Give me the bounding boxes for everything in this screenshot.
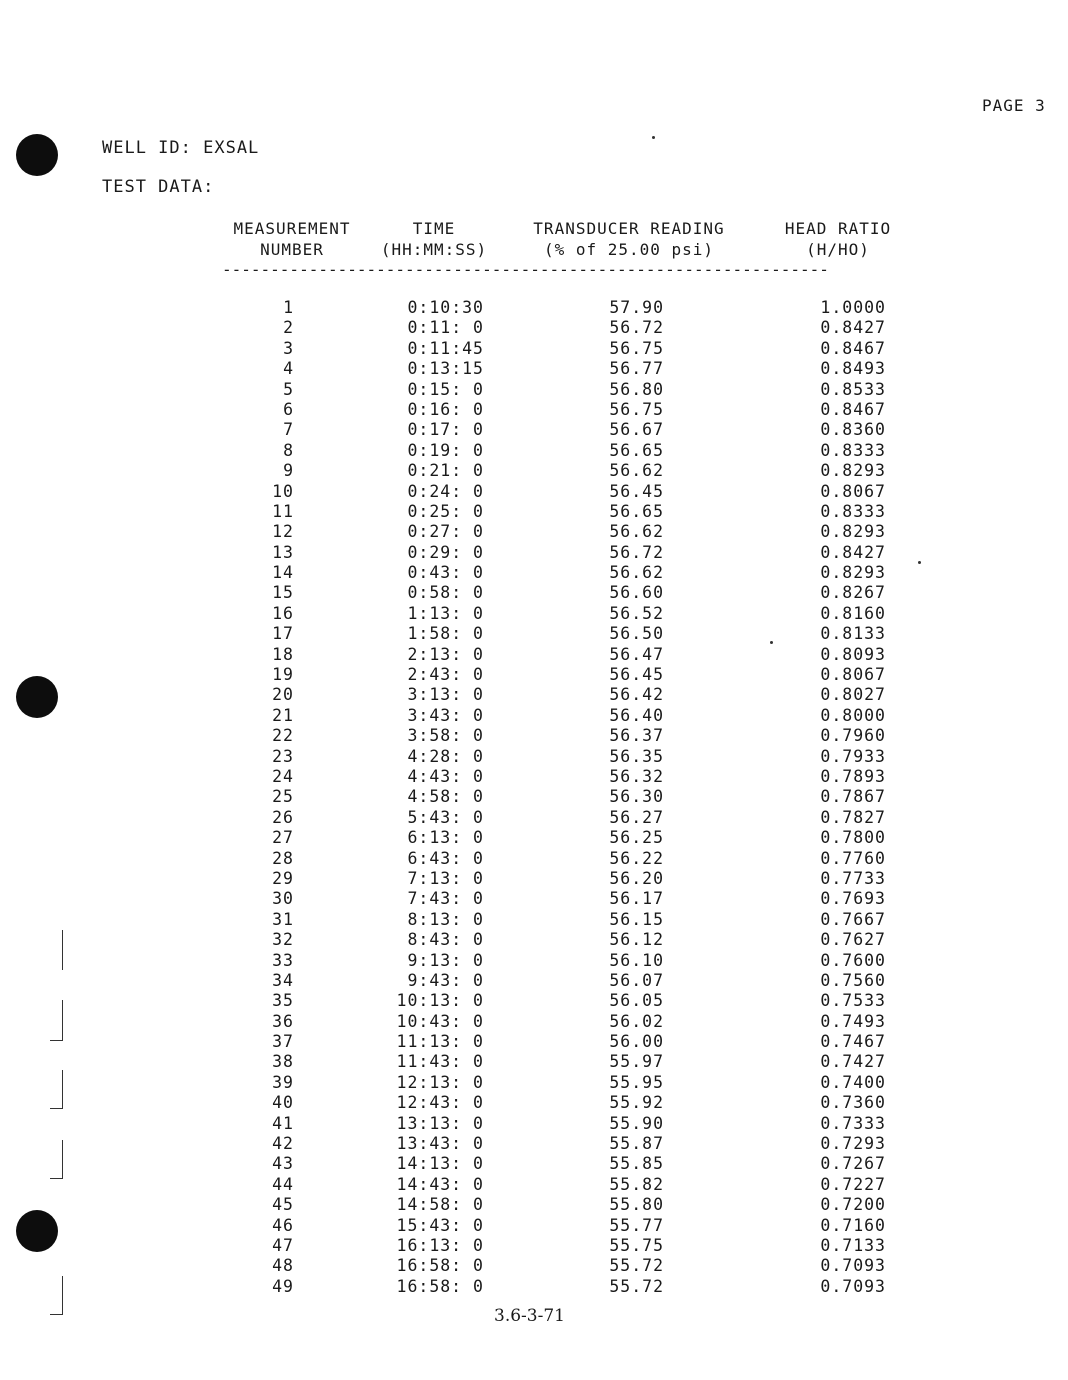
head-ratio: 0.7133 <box>820 1235 886 1255</box>
table-row <box>0 624 1068 644</box>
header-transducer-line1: TRANSDUCER READING <box>533 219 725 238</box>
head-ratio: 0.8533 <box>820 379 886 399</box>
table-row <box>0 1175 1068 1195</box>
measurement-number: 5 <box>283 379 294 399</box>
header-time-line1: TIME <box>412 219 456 238</box>
table-row <box>0 502 1068 522</box>
time-value: 0:58: 0 <box>407 583 484 603</box>
table-row <box>0 991 1068 1011</box>
time-value: 0:16: 0 <box>407 399 484 419</box>
transducer-reading: 56.17 <box>609 889 664 909</box>
head-ratio: 0.7293 <box>820 1134 886 1154</box>
time-value: 10:43: 0 <box>396 1011 484 1031</box>
measurement-number: 27 <box>272 828 294 848</box>
measurement-number: 16 <box>272 603 294 623</box>
transducer-reading: 55.72 <box>609 1256 664 1276</box>
measurement-number: 37 <box>272 1032 294 1052</box>
time-value: 11:13: 0 <box>396 1032 484 1052</box>
measurement-number: 42 <box>272 1134 294 1154</box>
time-value: 16:58: 0 <box>396 1276 484 1296</box>
head-ratio: 0.7493 <box>820 1011 886 1031</box>
transducer-reading: 56.15 <box>609 909 664 929</box>
measurement-number: 46 <box>272 1215 294 1235</box>
measurement-number: 2 <box>283 318 294 338</box>
measurement-number: 39 <box>272 1072 294 1092</box>
measurement-number: 43 <box>272 1154 294 1174</box>
time-value: 14:58: 0 <box>396 1195 484 1215</box>
time-value: 0:11: 0 <box>407 318 484 338</box>
head-ratio: 0.7893 <box>820 766 886 786</box>
table-row <box>0 1216 1068 1236</box>
measurement-number: 38 <box>272 1052 294 1072</box>
head-ratio: 0.7427 <box>820 1052 886 1072</box>
head-ratio: 0.7667 <box>820 909 886 929</box>
table-row <box>0 910 1068 930</box>
transducer-reading: 55.87 <box>609 1134 664 1154</box>
head-ratio: 0.7960 <box>820 726 886 746</box>
measurement-number: 8 <box>283 440 294 460</box>
measurement-number: 47 <box>272 1235 294 1255</box>
head-ratio: 0.7827 <box>820 807 886 827</box>
time-value: 11:43: 0 <box>396 1052 484 1072</box>
transducer-reading: 56.35 <box>609 746 664 766</box>
table-row <box>0 951 1068 971</box>
transducer-reading: 55.80 <box>609 1195 664 1215</box>
time-value: 1:13: 0 <box>407 603 484 623</box>
measurement-number: 35 <box>272 991 294 1011</box>
head-ratio: 0.8293 <box>820 563 886 583</box>
table-row <box>0 583 1068 603</box>
transducer-reading: 56.62 <box>609 563 664 583</box>
transducer-reading: 56.60 <box>609 583 664 603</box>
head-ratio: 0.8467 <box>820 399 886 419</box>
table-row <box>0 849 1068 869</box>
time-value: 0:27: 0 <box>407 522 484 542</box>
time-value: 15:43: 0 <box>396 1215 484 1235</box>
head-ratio: 0.8333 <box>820 501 886 521</box>
measurement-number: 23 <box>272 746 294 766</box>
table-row <box>0 400 1068 420</box>
head-ratio: 0.8133 <box>820 624 886 644</box>
head-ratio: 0.8333 <box>820 440 886 460</box>
table-row <box>0 747 1068 767</box>
table-row <box>0 1073 1068 1093</box>
header-head-ratio <box>770 218 906 260</box>
measurement-number: 28 <box>272 848 294 868</box>
table-row <box>0 604 1068 624</box>
transducer-reading: 55.82 <box>609 1174 664 1194</box>
measurement-number: 48 <box>272 1256 294 1276</box>
head-ratio: 0.7600 <box>820 950 886 970</box>
header-measurement-line2: NUMBER <box>260 240 324 259</box>
transducer-reading: 56.45 <box>609 665 664 685</box>
head-ratio: 0.8293 <box>820 461 886 481</box>
head-ratio: 0.8027 <box>820 685 886 705</box>
head-ratio: 0.8160 <box>820 603 886 623</box>
measurement-number: 21 <box>272 705 294 725</box>
transducer-reading: 56.10 <box>609 950 664 970</box>
table-row <box>0 1256 1068 1276</box>
table-row <box>0 869 1068 889</box>
transducer-reading: 56.00 <box>609 1032 664 1052</box>
measurement-number: 17 <box>272 624 294 644</box>
time-value: 4:43: 0 <box>407 766 484 786</box>
head-ratio: 0.8467 <box>820 338 886 358</box>
time-value: 4:28: 0 <box>407 746 484 766</box>
table-row <box>0 380 1068 400</box>
time-value: 2:13: 0 <box>407 644 484 664</box>
time-value: 5:43: 0 <box>407 807 484 827</box>
table-row <box>0 420 1068 440</box>
transducer-reading: 56.25 <box>609 828 664 848</box>
table-row <box>0 318 1068 338</box>
transducer-reading: 56.30 <box>609 787 664 807</box>
time-value: 0:25: 0 <box>407 501 484 521</box>
transducer-reading: 55.97 <box>609 1052 664 1072</box>
measurement-number: 9 <box>283 461 294 481</box>
time-value: 3:43: 0 <box>407 705 484 725</box>
table-row <box>0 1052 1068 1072</box>
transducer-reading: 56.07 <box>609 970 664 990</box>
head-ratio: 0.7267 <box>820 1154 886 1174</box>
measurement-number: 10 <box>272 481 294 501</box>
transducer-reading: 56.02 <box>609 1011 664 1031</box>
table-row <box>0 543 1068 563</box>
time-value: 0:13:15 <box>407 359 484 379</box>
transducer-reading: 56.52 <box>609 603 664 623</box>
time-value: 0:19: 0 <box>407 440 484 460</box>
table-row <box>0 1154 1068 1174</box>
transducer-reading: 57.90 <box>609 298 664 317</box>
header-time <box>370 218 498 260</box>
table-row <box>0 1093 1068 1113</box>
time-value: 0:10:30 <box>407 298 484 317</box>
transducer-reading: 56.65 <box>609 440 664 460</box>
head-ratio: 0.7760 <box>820 848 886 868</box>
table-row <box>0 808 1068 828</box>
transducer-reading: 55.72 <box>609 1276 664 1296</box>
measurement-number: 1 <box>283 298 294 317</box>
transducer-reading: 56.75 <box>609 338 664 358</box>
head-ratio: 0.7627 <box>820 930 886 950</box>
time-value: 16:13: 0 <box>396 1235 484 1255</box>
table-row <box>0 706 1068 726</box>
measurement-number: 29 <box>272 868 294 888</box>
time-value: 13:43: 0 <box>396 1134 484 1154</box>
header-measurement-line1: MEASUREMENT <box>233 219 351 238</box>
header-head-ratio-line2: (H/HO) <box>806 240 870 259</box>
time-value: 0:24: 0 <box>407 481 484 501</box>
transducer-reading: 56.05 <box>609 991 664 1011</box>
table-row <box>0 1114 1068 1134</box>
time-value: 0:15: 0 <box>407 379 484 399</box>
head-ratio: 0.8067 <box>820 481 886 501</box>
data-table <box>0 298 1068 1297</box>
time-value: 12:43: 0 <box>396 1093 484 1113</box>
measurement-number: 15 <box>272 583 294 603</box>
head-ratio: 0.7333 <box>820 1113 886 1133</box>
measurement-number: 20 <box>272 685 294 705</box>
transducer-reading: 56.67 <box>609 420 664 440</box>
head-ratio: 0.7467 <box>820 1032 886 1052</box>
header-head-ratio-line1: HEAD RATIO <box>784 219 892 238</box>
time-value: 3:58: 0 <box>407 726 484 746</box>
transducer-reading: 56.50 <box>609 624 664 644</box>
measurement-number: 49 <box>272 1276 294 1296</box>
measurement-number: 14 <box>272 563 294 583</box>
head-ratio: 0.8000 <box>820 705 886 725</box>
table-row <box>0 1277 1068 1297</box>
well-id: WELL ID: EXSAL <box>102 138 260 158</box>
transducer-reading: 56.37 <box>609 726 664 746</box>
page-footer: 3.6-3-71 <box>494 1306 565 1326</box>
head-ratio: 1.0000 <box>820 298 886 317</box>
measurement-number: 24 <box>272 766 294 786</box>
time-value: 12:13: 0 <box>396 1072 484 1092</box>
measurement-number: 18 <box>272 644 294 664</box>
table-row <box>0 441 1068 461</box>
transducer-reading: 55.85 <box>609 1154 664 1174</box>
header-measurement <box>222 218 362 260</box>
measurement-number: 41 <box>272 1113 294 1133</box>
table-row <box>0 828 1068 848</box>
measurement-number: 25 <box>272 787 294 807</box>
transducer-reading: 56.27 <box>609 807 664 827</box>
measurement-number: 36 <box>272 1011 294 1031</box>
time-value: 10:13: 0 <box>396 991 484 1011</box>
head-ratio: 0.7933 <box>820 746 886 766</box>
time-value: 4:58: 0 <box>407 787 484 807</box>
head-ratio: 0.7360 <box>820 1093 886 1113</box>
time-value: 0:21: 0 <box>407 461 484 481</box>
head-ratio: 0.8293 <box>820 522 886 542</box>
page-label: PAGE 3 <box>982 96 1046 115</box>
table-row <box>0 1032 1068 1052</box>
measurement-number: 11 <box>272 501 294 521</box>
time-value: 2:43: 0 <box>407 665 484 685</box>
header-time-line2: (HH:MM:SS) <box>380 240 488 259</box>
table-row <box>0 1134 1068 1154</box>
time-value: 3:13: 0 <box>407 685 484 705</box>
table-row <box>0 726 1068 746</box>
speck <box>652 136 655 139</box>
table-row <box>0 889 1068 909</box>
head-ratio: 0.7400 <box>820 1072 886 1092</box>
time-value: 6:43: 0 <box>407 848 484 868</box>
head-ratio: 0.7093 <box>820 1256 886 1276</box>
header-transducer-line2: (% of 25.00 psi) <box>543 240 715 259</box>
transducer-reading: 55.92 <box>609 1093 664 1113</box>
measurement-number: 12 <box>272 522 294 542</box>
head-ratio: 0.8093 <box>820 644 886 664</box>
table-row <box>0 461 1068 481</box>
measurement-number: 26 <box>272 807 294 827</box>
table-row <box>0 1236 1068 1256</box>
table-row <box>0 971 1068 991</box>
measurement-number: 19 <box>272 665 294 685</box>
measurement-number: 32 <box>272 930 294 950</box>
table-row <box>0 359 1068 379</box>
time-value: 7:13: 0 <box>407 868 484 888</box>
time-value: 0:29: 0 <box>407 542 484 562</box>
transducer-reading: 56.72 <box>609 318 664 338</box>
head-ratio: 0.7800 <box>820 828 886 848</box>
transducer-reading: 56.65 <box>609 501 664 521</box>
table-row <box>0 767 1068 787</box>
transducer-reading: 55.90 <box>609 1113 664 1133</box>
table-row <box>0 1195 1068 1215</box>
head-ratio: 0.7693 <box>820 889 886 909</box>
measurement-number: 44 <box>272 1174 294 1194</box>
transducer-reading: 56.42 <box>609 685 664 705</box>
table-row <box>0 645 1068 665</box>
head-ratio: 0.8427 <box>820 318 886 338</box>
head-ratio: 0.8360 <box>820 420 886 440</box>
transducer-reading: 56.40 <box>609 705 664 725</box>
measurement-number: 6 <box>283 399 294 419</box>
test-data-label: TEST DATA: <box>102 177 215 197</box>
measurement-number: 13 <box>272 542 294 562</box>
head-ratio: 0.7560 <box>820 970 886 990</box>
header-separator: --------------------------------------------------------------- <box>222 260 829 279</box>
measurement-number: 40 <box>272 1093 294 1113</box>
header-transducer <box>516 218 742 260</box>
time-value: 16:58: 0 <box>396 1256 484 1276</box>
binder-hole-top <box>16 134 58 176</box>
time-value: 1:58: 0 <box>407 624 484 644</box>
time-value: 9:13: 0 <box>407 950 484 970</box>
time-value: 6:13: 0 <box>407 828 484 848</box>
head-ratio: 0.7227 <box>820 1174 886 1194</box>
table-row <box>0 563 1068 583</box>
time-value: 14:43: 0 <box>396 1174 484 1194</box>
transducer-reading: 56.72 <box>609 542 664 562</box>
table-row <box>0 522 1068 542</box>
transducer-reading: 56.62 <box>609 461 664 481</box>
table-row <box>0 930 1068 950</box>
time-value: 9:43: 0 <box>407 970 484 990</box>
transducer-reading: 56.62 <box>609 522 664 542</box>
transducer-reading: 55.95 <box>609 1072 664 1092</box>
measurement-number: 45 <box>272 1195 294 1215</box>
measurement-number: 33 <box>272 950 294 970</box>
measurement-number: 22 <box>272 726 294 746</box>
head-ratio: 0.7200 <box>820 1195 886 1215</box>
measurement-number: 3 <box>283 338 294 358</box>
measurement-number: 4 <box>283 359 294 379</box>
transducer-reading: 56.77 <box>609 359 664 379</box>
transducer-reading: 56.22 <box>609 848 664 868</box>
transducer-reading: 56.20 <box>609 868 664 888</box>
head-ratio: 0.7093 <box>820 1276 886 1296</box>
table-row <box>0 685 1068 705</box>
time-value: 0:11:45 <box>407 338 484 358</box>
transducer-reading: 56.12 <box>609 930 664 950</box>
head-ratio: 0.7160 <box>820 1215 886 1235</box>
transducer-reading: 56.47 <box>609 644 664 664</box>
transducer-reading: 56.75 <box>609 399 664 419</box>
transducer-reading: 55.75 <box>609 1235 664 1255</box>
table-row <box>0 787 1068 807</box>
head-ratio: 0.7733 <box>820 868 886 888</box>
measurement-number: 31 <box>272 909 294 929</box>
table-row <box>0 298 1068 318</box>
transducer-reading: 56.80 <box>609 379 664 399</box>
time-value: 0:17: 0 <box>407 420 484 440</box>
time-value: 14:13: 0 <box>396 1154 484 1174</box>
table-row <box>0 665 1068 685</box>
measurement-number: 7 <box>283 420 294 440</box>
transducer-reading: 56.45 <box>609 481 664 501</box>
head-ratio: 0.7867 <box>820 787 886 807</box>
head-ratio: 0.8427 <box>820 542 886 562</box>
transducer-reading: 55.77 <box>609 1215 664 1235</box>
time-value: 8:13: 0 <box>407 909 484 929</box>
head-ratio: 0.7533 <box>820 991 886 1011</box>
head-ratio: 0.8267 <box>820 583 886 603</box>
table-row <box>0 482 1068 502</box>
time-value: 0:43: 0 <box>407 563 484 583</box>
time-value: 7:43: 0 <box>407 889 484 909</box>
head-ratio: 0.8493 <box>820 359 886 379</box>
time-value: 8:43: 0 <box>407 930 484 950</box>
measurement-number: 30 <box>272 889 294 909</box>
time-value: 13:13: 0 <box>396 1113 484 1133</box>
measurement-number: 34 <box>272 970 294 990</box>
table-row <box>0 339 1068 359</box>
table-row <box>0 1012 1068 1032</box>
transducer-reading: 56.32 <box>609 766 664 786</box>
head-ratio: 0.8067 <box>820 665 886 685</box>
